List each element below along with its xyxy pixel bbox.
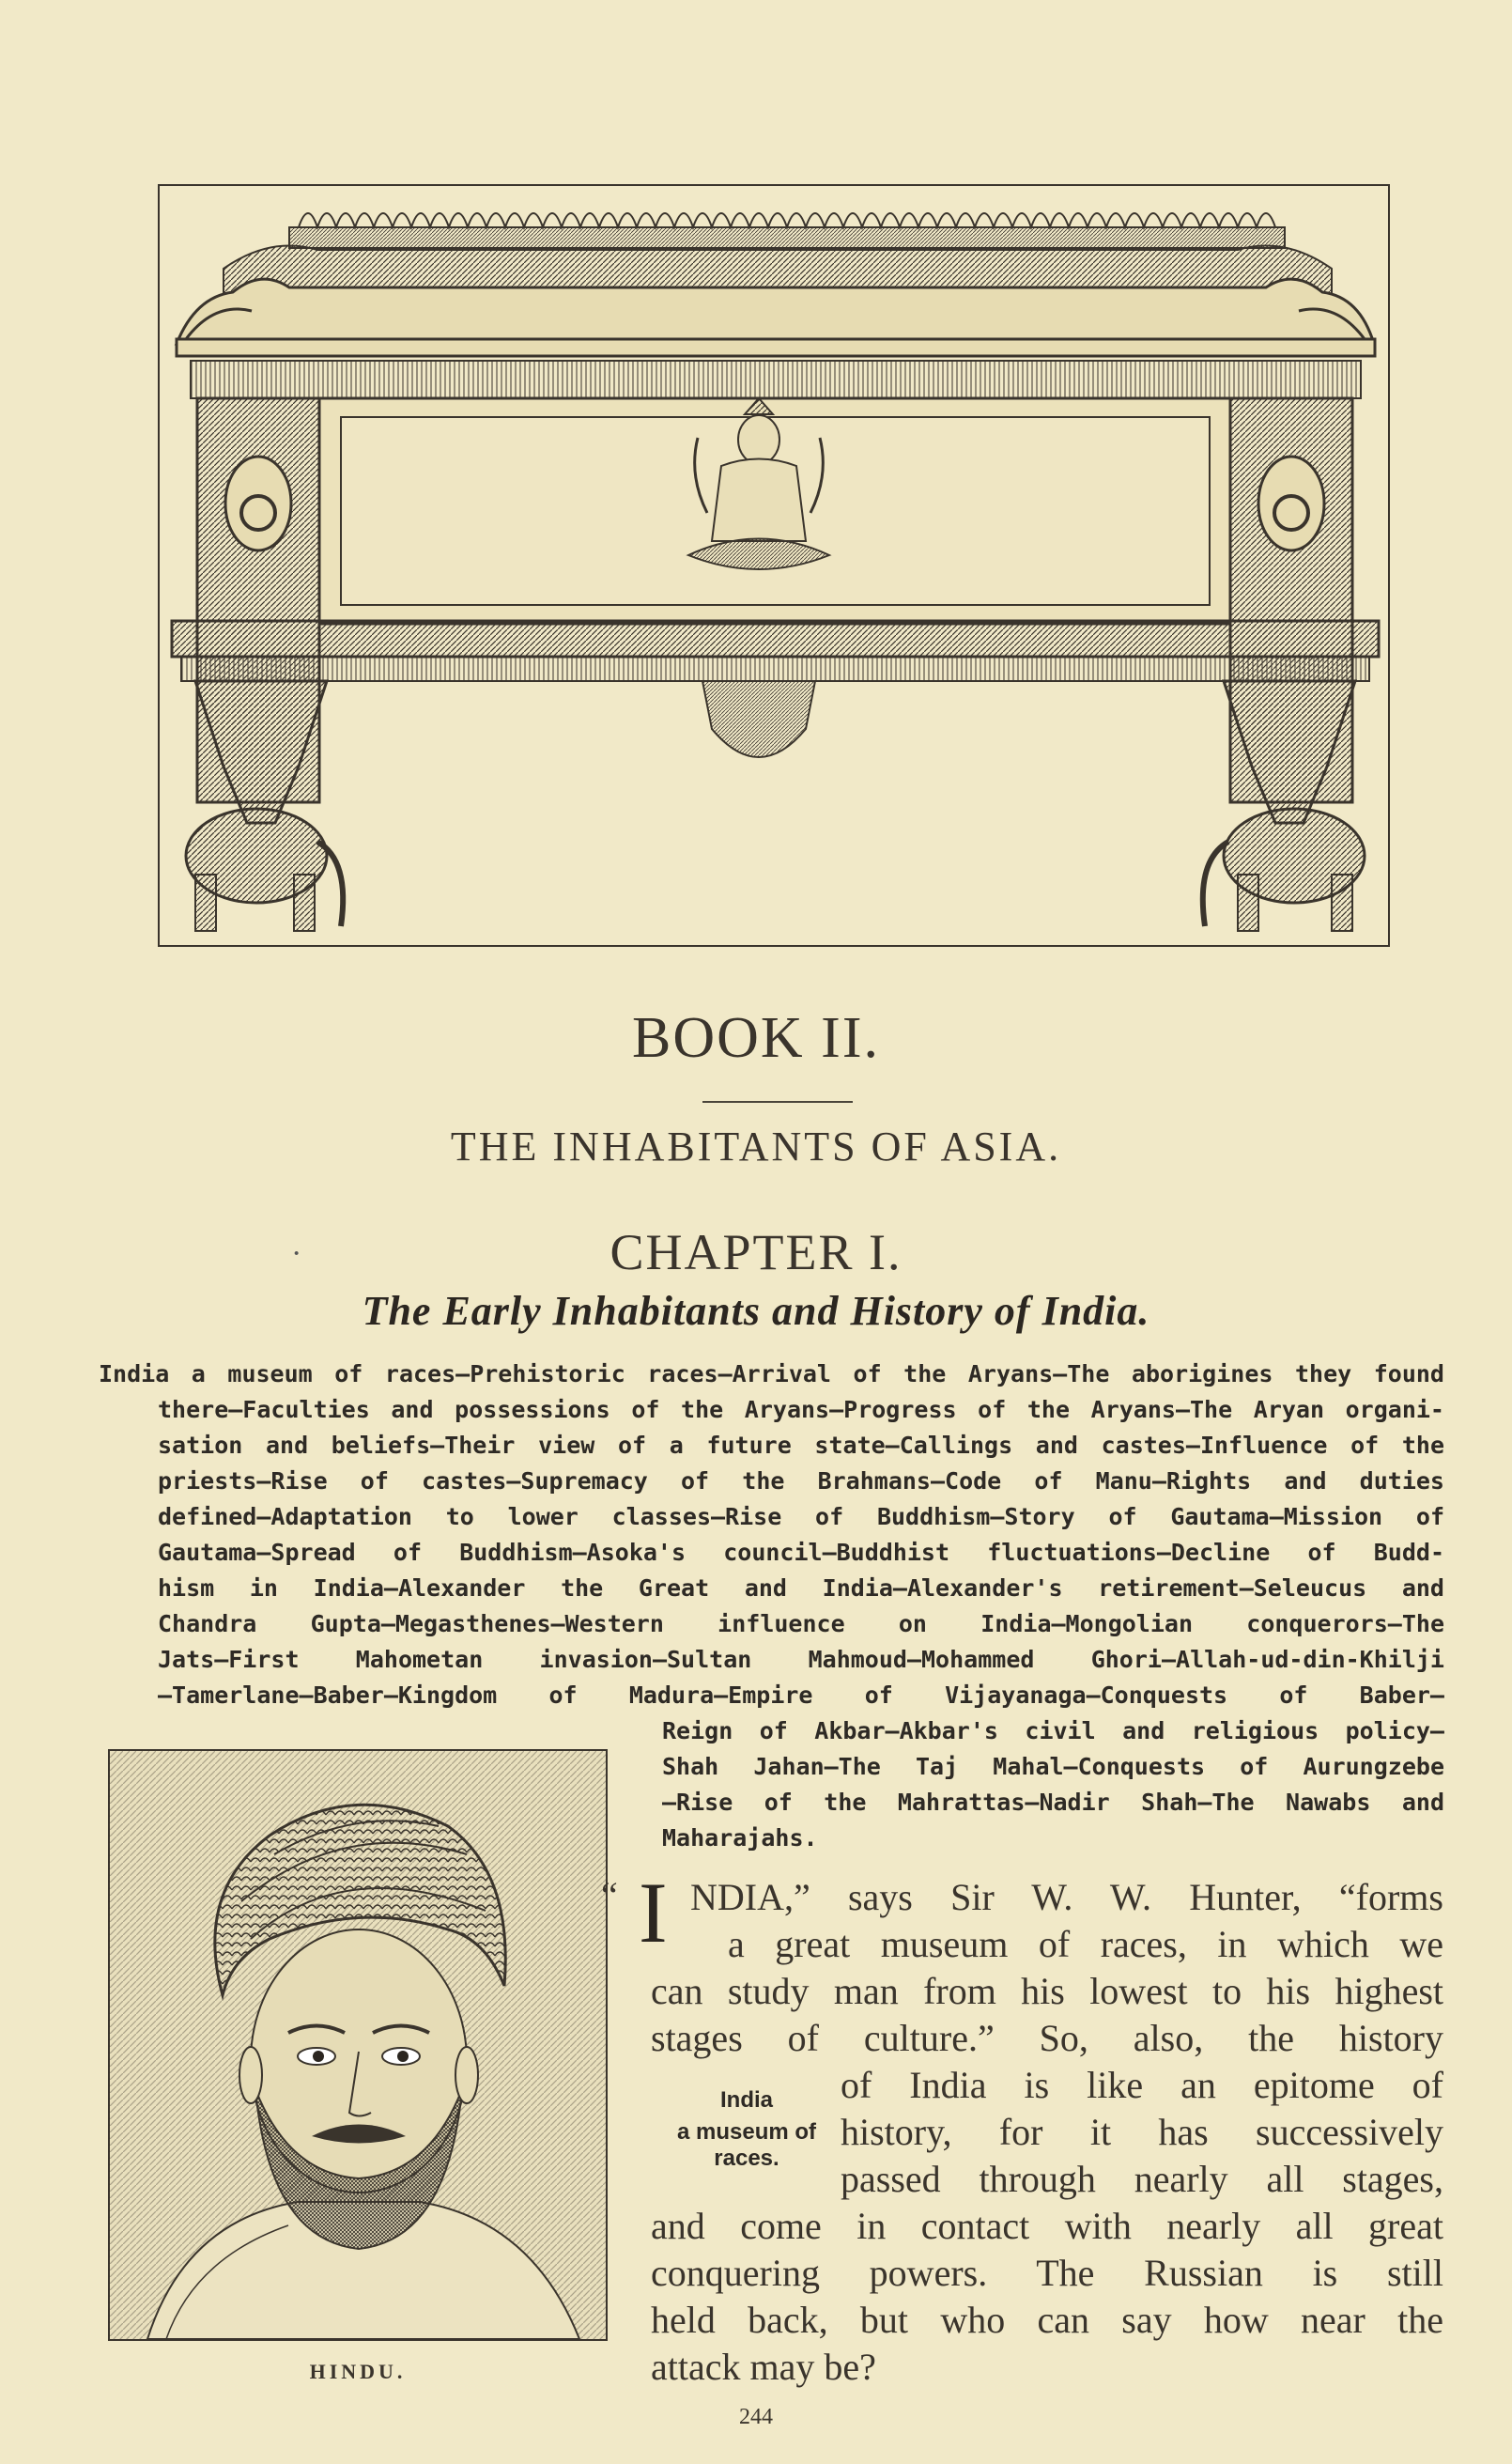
summary-line: Shah Jahan—The Taj Mahal—Conquests of Aurungzebe (662, 1753, 1444, 1780)
body-line: of India is like an epitome of (841, 2064, 1443, 2106)
margin-note-line: India (719, 2087, 773, 2113)
title-rule (702, 1101, 853, 1103)
summary-line: Maharajahs. (662, 1824, 818, 1852)
summary-line: India a museum of races—Prehistoric races—Arrival of the Aryans—The aborigines they found (99, 1360, 1444, 1387)
body-line: history, for it has successively (841, 2111, 1443, 2153)
elephant-right (1203, 809, 1365, 931)
summary-line: hism in India—Alexander the Great and India—Alexander's retirement—Seleucus and (158, 1574, 1444, 1602)
page-number: 244 (739, 2405, 773, 2429)
portrait-caption: HINDU. (309, 2360, 407, 2383)
summary-line: —Rise of the Mahrattas—Nadir Shah—The Nawabs and (662, 1789, 1444, 1816)
body-line: can study man from his lowest to his highest (651, 1970, 1443, 2012)
stray-dot: · (291, 1236, 302, 1271)
body-line: conquering powers. The Russian is still (651, 2252, 1443, 2294)
crest-ornament (289, 213, 1285, 248)
margin-note-line: a museum of (676, 2119, 817, 2145)
summary-line: Chandra Gupta—Megasthenes—Western influence on India—Mongolian conquerors—The (158, 1610, 1444, 1637)
summary-line: priests—Rise of castes—Supremacy of the Brahmans—Code of Manu—Rights and duties (158, 1467, 1444, 1495)
portrait-illustration (110, 1751, 606, 2339)
drop-cap: I (639, 1865, 668, 1960)
body-line: attack may be? (651, 2346, 876, 2388)
summary-line: Reign of Akbar—Akbar's civil and religious policy— (662, 1717, 1444, 1744)
summary-line: Gautama—Spread of Buddhism—Asoka's council—Buddhist fluctuations—Decline of Budd- (158, 1539, 1444, 1566)
body-line: and come in contact with nearly all great (651, 2205, 1443, 2247)
body-line: a great museum of races, in which we (728, 1923, 1443, 1965)
summary-line: Jats—First Mahometan invasion—Sultan Mahmoud—Mohammed Ghori—Allah-ud-din-Khilji (158, 1646, 1444, 1673)
body-line: passed through nearly all stages, (841, 2158, 1443, 2200)
body-line: held back, but who can say how near the (651, 2299, 1443, 2341)
summary-line: there—Faculties and possessions of the Aryans—Progress of the Aryans—The Aryan organi- (158, 1396, 1444, 1423)
summary-line: sation and beliefs—Their view of a future state—Callings and castes—Influence of the (158, 1432, 1444, 1459)
summary-line: —Tamerlane—Baber—Kingdom of Madura—Empire of Vijayanaga—Conquests of Baber— (158, 1681, 1444, 1709)
part-title: THE INHABITANTS OF ASIA. (450, 1124, 1062, 1170)
margin-note-line: races. (714, 2146, 779, 2171)
chapter-title: CHAPTER I. (609, 1224, 903, 1280)
elephant-left (186, 809, 343, 931)
throne-engraving (158, 184, 1394, 954)
opening-quote: “ (601, 1874, 618, 1916)
body-line: stages of culture.” So, also, the history (651, 2017, 1443, 2059)
summary-line: defined—Adaptation to lower classes—Rise of Buddhism—Story of Gautama—Mission of (158, 1503, 1444, 1530)
hindu-portrait (108, 1749, 608, 2341)
book-title: BOOK II. (632, 1006, 880, 1070)
chapter-subtitle: The Early Inhabitants and History of India. (362, 1288, 1150, 1334)
body-line: NDIA,” says Sir W. W. Hunter, “forms (690, 1876, 1443, 1918)
